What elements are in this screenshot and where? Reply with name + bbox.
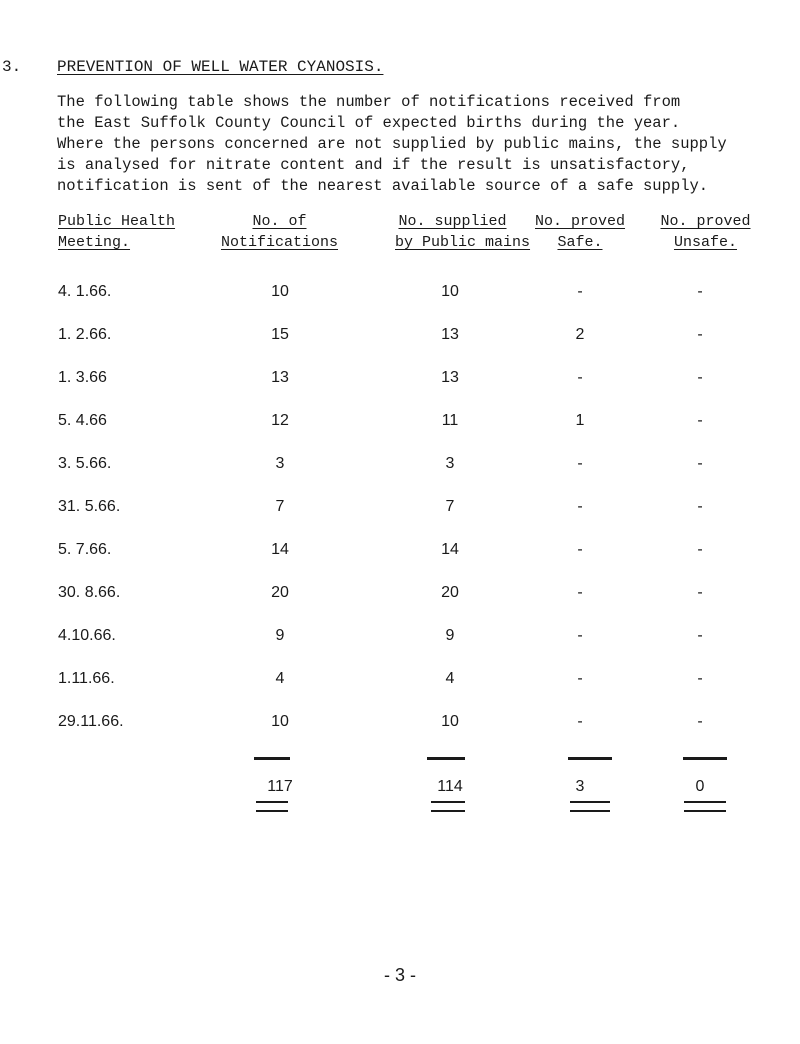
- cell-date: 31. 5.66.: [58, 498, 121, 515]
- cell-date: 4. 1.66.: [58, 283, 112, 300]
- cell-supplied: 11: [441, 412, 459, 429]
- cell-date: 3. 5.66.: [58, 455, 112, 472]
- subtotal-rule-safe: [568, 757, 612, 760]
- cell-date: 1. 2.66.: [58, 326, 112, 343]
- cell-safe: -: [577, 541, 583, 558]
- total-notifications: 117: [267, 778, 293, 795]
- cell-date: 1.11.66.: [58, 670, 115, 687]
- header-supplied: No. supplied by Public mains: [395, 213, 531, 251]
- table-row: [0, 713, 800, 737]
- cell-safe: -: [577, 627, 583, 644]
- cell-supplied: 4: [445, 670, 455, 687]
- cell-unsafe: -: [697, 326, 703, 343]
- cell-supplied: 10: [441, 713, 459, 730]
- cell-notifications: 13: [271, 369, 289, 386]
- cell-safe: -: [577, 584, 583, 601]
- cell-supplied: 20: [441, 584, 459, 601]
- cell-notifications: 12: [271, 412, 289, 429]
- header-unsafe: No. proved Unsafe.: [660, 213, 751, 251]
- table-row: [0, 541, 800, 565]
- cell-unsafe: -: [697, 369, 703, 386]
- cell-supplied: 9: [445, 627, 455, 644]
- cell-safe: -: [577, 369, 583, 386]
- cell-safe: -: [577, 713, 583, 730]
- header-safe: No. proved Safe.: [535, 213, 626, 251]
- double-rule-unsafe: [684, 801, 726, 812]
- cell-safe: -: [577, 498, 583, 515]
- section-title: PREVENTION OF WELL WATER CYANOSIS.: [57, 58, 384, 76]
- double-rule-supplied: [431, 801, 465, 812]
- subtotal-rule-unsafe: [683, 757, 727, 760]
- cell-supplied: 13: [441, 369, 459, 386]
- cell-supplied: 7: [445, 498, 455, 515]
- table-row: [0, 326, 800, 350]
- cell-date: 1. 3.66: [58, 369, 107, 386]
- cell-notifications: 15: [271, 326, 289, 343]
- section-number: 3.: [2, 58, 22, 76]
- cell-supplied: 3: [445, 455, 455, 472]
- cell-unsafe: -: [697, 713, 703, 730]
- cell-supplied: 13: [441, 326, 459, 343]
- cell-unsafe: -: [697, 412, 703, 429]
- cell-notifications: 10: [271, 283, 289, 300]
- cell-safe: -: [577, 455, 583, 472]
- table-row: [0, 627, 800, 651]
- cell-date: 5. 4.66: [58, 412, 107, 429]
- cell-unsafe: -: [697, 670, 703, 687]
- cell-unsafe: -: [697, 498, 703, 515]
- table-row: [0, 670, 800, 694]
- page-number: - 3 -: [383, 965, 416, 985]
- cell-date: 30. 8.66.: [58, 584, 121, 601]
- totals-row: [0, 778, 800, 802]
- intro-paragraph: The following table shows the number of notifications received from the East Suffolk County Council of expected births during the year. Where the persons concerned are not supplied by public mains, the supply is analysed for nitrate content and if the result is unsatisfactory, notification is sent of the nearest available source of a safe supply.: [57, 93, 727, 195]
- cell-safe: 2: [575, 326, 585, 343]
- cell-notifications: 4: [275, 670, 285, 687]
- cell-unsafe: -: [697, 584, 703, 601]
- cell-unsafe: -: [697, 455, 703, 472]
- cell-safe: -: [577, 670, 583, 687]
- cell-date: 29.11.66.: [58, 713, 124, 730]
- table-row: [0, 584, 800, 608]
- double-rule-safe: [570, 801, 610, 812]
- cell-date: 4.10.66.: [58, 627, 116, 644]
- table-row: [0, 283, 800, 307]
- table-row: [0, 412, 800, 436]
- cell-unsafe: -: [697, 283, 703, 300]
- cell-safe: 1: [575, 412, 585, 429]
- header-meeting: Public Health Meeting.: [58, 213, 176, 251]
- cell-notifications: 7: [275, 498, 285, 515]
- cell-notifications: 14: [271, 541, 289, 558]
- cell-date: 5. 7.66.: [58, 541, 112, 558]
- table-row: [0, 498, 800, 522]
- subtotal-rule-supplied: [427, 757, 465, 760]
- total-safe: 3: [575, 778, 585, 795]
- cell-safe: -: [577, 283, 583, 300]
- cell-notifications: 20: [271, 584, 289, 601]
- cell-unsafe: -: [697, 627, 703, 644]
- cell-notifications: 3: [275, 455, 285, 472]
- cell-notifications: 9: [275, 627, 285, 644]
- header-notifications: No. of Notifications: [220, 213, 339, 251]
- table-row: [0, 455, 800, 479]
- cell-notifications: 10: [271, 713, 289, 730]
- cell-unsafe: -: [697, 541, 703, 558]
- total-supplied: 114: [437, 778, 463, 795]
- double-rule-notifications: [256, 801, 288, 812]
- cell-supplied: 10: [441, 283, 459, 300]
- total-unsafe: 0: [695, 778, 705, 795]
- subtotal-rule-notifications: [254, 757, 290, 760]
- cell-supplied: 14: [441, 541, 459, 558]
- table-row: [0, 369, 800, 393]
